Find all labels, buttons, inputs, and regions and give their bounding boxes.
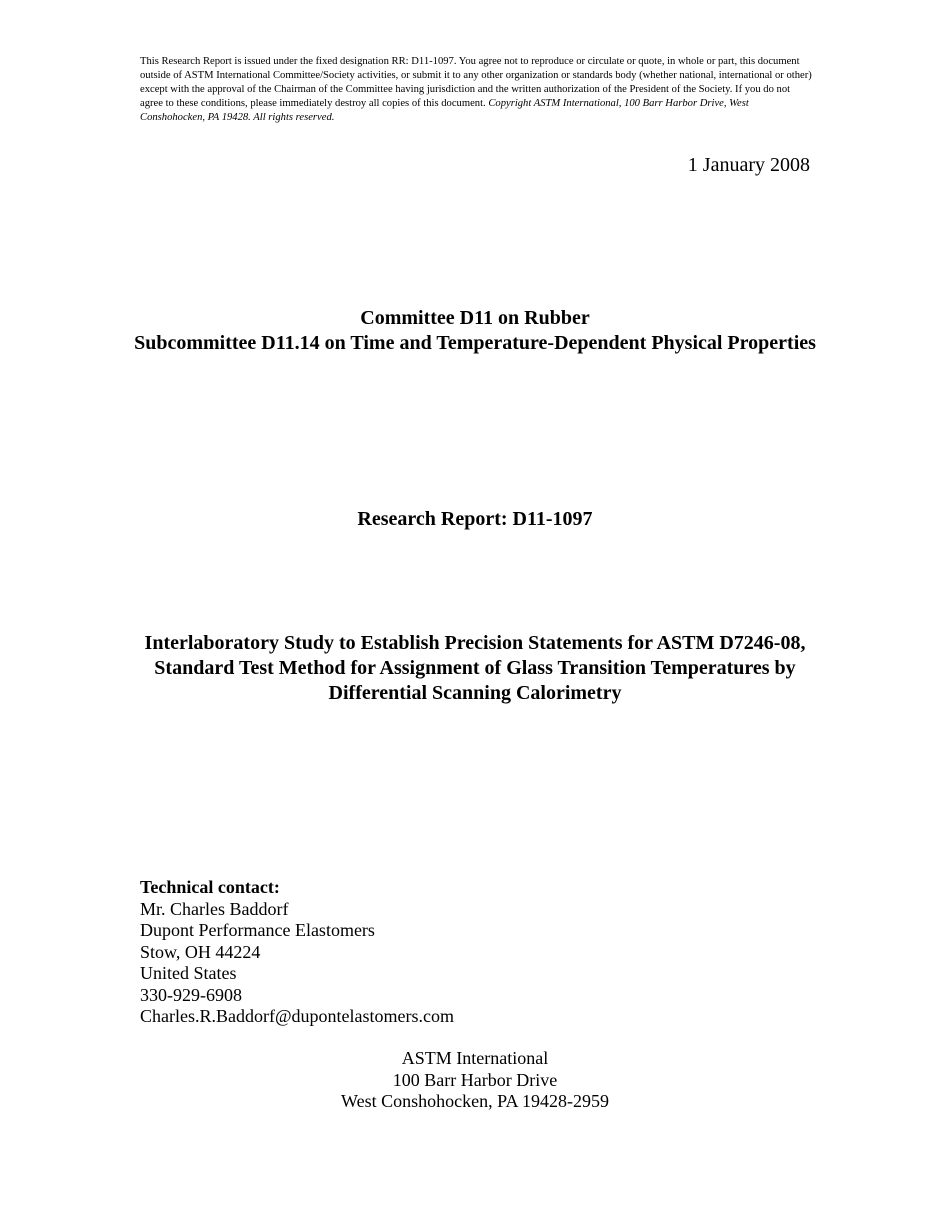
contact-email: Charles.R.Baddorf@dupontelastomers.com — [140, 1006, 455, 1026]
astm-address — [130, 1048, 820, 1113]
address-street: 100 Barr Harbor Drive — [392, 1069, 558, 1090]
contact-phone: 330-929-6908 — [140, 984, 242, 1005]
committee-heading — [130, 306, 820, 356]
address-org: ASTM International — [401, 1048, 549, 1068]
contact-name: Mr. Charles Baddorf — [140, 898, 289, 919]
contact-heading: Technical contact: — [140, 877, 280, 897]
notice-text: This Research Report is issued under the fixed designation RR: D11-1097. You agree not to reproduce or circulate or quote, in whole or part, this document outside of ASTM International Committee/Society activities, or submit it to any other organization or standards body (whether national, international or other) except with the approval of the Chairman of the Committee having jurisdiction and the written authorization of the President of the Society. If you do not agree to these conditions, please immediately destroy all copies of this document. — [140, 56, 812, 109]
copyright-line: Copyright ASTM International, 100 Barr Harbor Drive, West Conshohocken, PA 19428. All rights reserved. — [140, 98, 749, 123]
address-city: West Conshohocken, PA 19428-2959 — [341, 1091, 609, 1111]
copyright-notice — [140, 55, 812, 125]
study-title: Interlaboratory Study to Establish Precision Statements for ASTM D7246-08, Standard Test Method for Assignment of Glass Transition Temperatures by Differential Scanning Calorimetry — [144, 632, 806, 704]
technical-contact — [140, 877, 454, 1028]
report-id: Research Report: D11-1097 — [357, 508, 593, 530]
subcommittee-name: Subcommittee D11.14 on Time and Temperature-Dependent Physical Properties — [134, 332, 816, 354]
contact-country: United States — [140, 963, 237, 983]
contact-city: Stow, OH 44224 — [140, 941, 261, 962]
contact-company: Dupont Performance Elastomers — [140, 920, 375, 940]
committee-name: Committee D11 on Rubber — [360, 307, 590, 329]
document-date: 1 January 2008 — [687, 154, 810, 176]
